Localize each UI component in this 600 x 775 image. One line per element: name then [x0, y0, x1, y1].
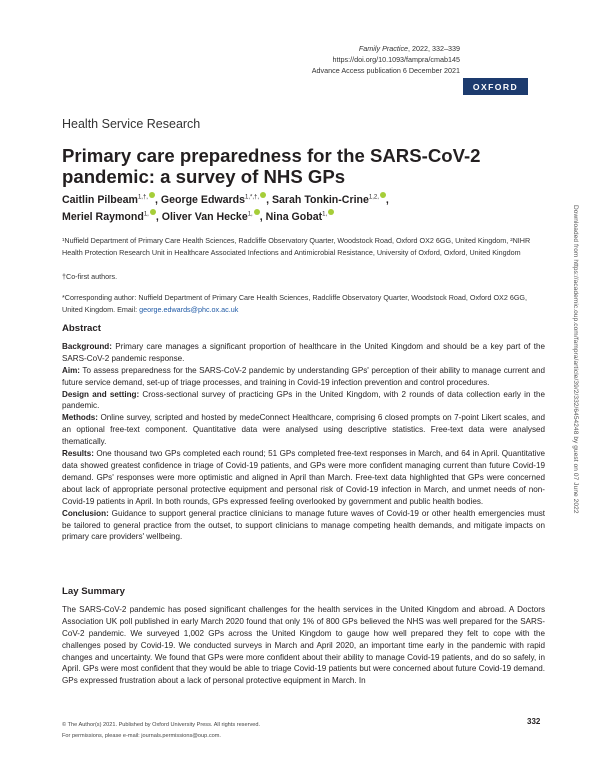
email-link[interactable]: george.edwards@phc.ox.ac.uk: [139, 305, 239, 314]
affiliations: ¹Nuffield Department of Primary Care Health Sciences, Radcliffe Observatory Quarter, Woodstock Road, Oxford OX2 6GG, United Kingdom, ²NIHR Health Protection Research Unit in Healthcare Associated Infections and Antimicrobial Resistance, University of Oxford, Oxford, United Kingdom: [62, 236, 531, 257]
page-number: 332: [527, 717, 541, 726]
oxford-logo: OXFORD: [463, 78, 528, 95]
author-name: Oliver Van Hecke: [161, 211, 248, 223]
abstract-methods: Methods: Online survey, scripted and hosted by medeConnect Healthcare, comprising 6 closed prompts on 7-point Likert scales, and an optional free-text component. Quantitative data were analysed using descriptive statistics. Free-text data were analysed thematically.: [62, 413, 545, 447]
journal-citation: , 2022, 332–339: [408, 44, 460, 53]
orcid-icon[interactable]: [380, 192, 386, 198]
abstract-design: Design and setting: Cross-sectional survey of practicing GPs in the United Kingdom, with 2 rounds of data collection early in the pandemic.: [62, 389, 545, 411]
footer: [62, 720, 260, 742]
section-label: Health Service Research: [62, 117, 201, 131]
abstract-section: [62, 323, 545, 543]
journal-meta: [312, 43, 460, 76]
abstract-heading: Abstract: [62, 323, 101, 334]
advance-access: Advance Access publication 6 December 2021: [311, 66, 460, 75]
lay-summary-text: The SARS-CoV-2 pandemic has posed significant challenges for the health services in the United Kingdom and abroad. A Doctors Association UK poll published in early March 2020 found that only 1% of 800 GPs believed the NHS was well prepared for the SARS-CoV-2 pandemic. We surveyed 1,002 GPs across the United Kingdom to gauge how well prepared they felt to cope with the challenges posed by Covid-19. We conducted surveys in March and April 2020, an important time early in the pandemic with rapid changes and uncertainty. We found that GPs were more confident about their ability to manage Covid-19 patients, and do so safely, in April. GPs were most confident that they would be able to triage Covid-19 patients but were concerned about future Covid-19 demand. GPs expressed frustration about a lack of personal protective equipment in March. In: [62, 604, 545, 686]
orcid-icon[interactable]: [260, 192, 266, 198]
lay-summary: [62, 586, 545, 687]
copyright: © The Author(s) 2021. Published by Oxford University Press. All rights reserved.: [62, 722, 261, 728]
author-name: Sarah Tonkin-Crine: [271, 194, 369, 206]
doi-link[interactable]: https://doi.org/10.1093/fampra/cmab145: [332, 55, 460, 64]
author-name: Meriel Raymond: [62, 211, 144, 223]
lay-summary-heading: Lay Summary: [62, 586, 125, 597]
download-note: Downloaded from https://academic.oup.com/fampra/article/39/2/332/6454248 by guest on 07 June 2022: [572, 205, 579, 514]
orcid-icon[interactable]: [254, 209, 260, 215]
abstract-results: Results: One thousand two GPs completed each round; 51 GPs completed free-text responses in March, and 64 in April. Quantitative data showed greatest confidence in triage of Covid-19 patients, and GPs were more confident managing current than future Covid-19 demand. GPs' responses were more optimistic and aligned in April than March. Free-text data highlighted that GPs were concerned about lack of appropriate personal protective equipment and personal risk of Covid-19 infection in March, and unmet needs of non-Covid-19 patients in April. In both rounds, GPs expressed feeling overlooked by government and public health bodies.: [62, 449, 545, 506]
abstract-conclusion: Conclusion: Guidance to support general practice clinicians to manage future waves of Covid-19 or other health emergencies must be tailored to general practice from the outset, to support clinicians to manage competing health demands, and mitigate impacts on primary care providers' wellbeing.: [62, 508, 545, 542]
permissions: For permissions, please e-mail: journals.permissions@oup.com.: [62, 733, 221, 739]
orcid-icon[interactable]: [150, 209, 156, 215]
orcid-icon[interactable]: [328, 209, 334, 215]
author-list: Caitlin Pilbeam$^{1,\dagger,}$ , George Edwards$^{1,*,\dagger,}$ , Sarah Tonkin-Crine$^{1,2,}$ , Meriel Raymond$^{1,}$ , Oliver Van Hecke$^{1,}$ , Nina Gobat$^{1,}$: [62, 194, 389, 223]
corresponding-author: *Corresponding author: Nuffield Department of Primary Care Health Sciences, Radcliffe Observatory Quarter, Woodstock Road, Oxford OX2 6GG, United Kingdom. Email: george.edwards@phc.ox.ac.uk: [62, 293, 528, 314]
author-name: Caitlin Pilbeam: [62, 194, 138, 206]
author-name: Nina Gobat: [265, 211, 323, 223]
article-title: Primary care preparedness for the SARS-CoV-2 pandemic: a survey of NHS GPs: [62, 145, 481, 187]
author-name: George Edwards: [160, 194, 246, 206]
orcid-icon[interactable]: [149, 192, 155, 198]
journal-name: Family Practice: [358, 44, 409, 53]
abstract-background: Background: Primary care manages a significant proportion of healthcare in the United Kingdom and should be a key part of the SARS-CoV-2 pandemic response.: [62, 341, 545, 363]
cofirst-note: †Co-first authors.: [62, 272, 118, 281]
abstract-aim: Aim: To assess preparedness for the SARS-CoV-2 pandemic by understanding GPs' perception of their ability to manage current and future service demand, set-up of triage processes, and training in Covid-19 infection prevention and control procedures.: [62, 365, 545, 387]
